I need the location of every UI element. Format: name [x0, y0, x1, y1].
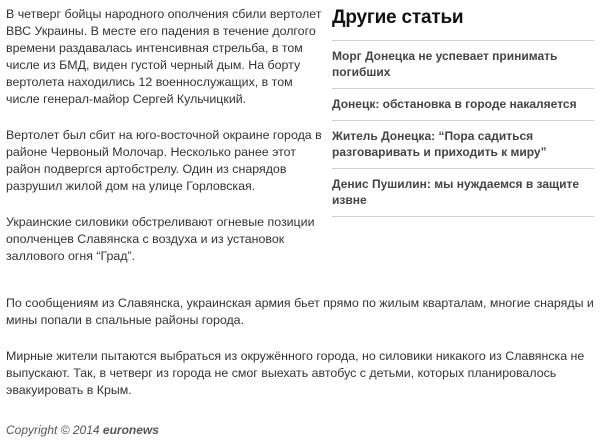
copyright-text: Copyright © 2014 [6, 423, 100, 437]
article-paragraph: Мирные жители пытаются выбраться из окружённого города, но силовики никакого из Славянска не выпускают. Так, в четверг из города не смог выехать автобус с детьми, которых планировалось эвакуировать в Крым. [6, 349, 585, 397]
article-paragraph: По сообщениям из Славянска, украинская армия бьет прямо по жилым кварталам, многие снаряды и мины попали в спальные районы города. [6, 296, 594, 327]
sidebar-title: Другие статьи [332, 7, 464, 28]
copyright-notice [6, 422, 159, 438]
article-paragraph: В четверг бойцы народного ополчения сбили вертолет ВВС Украины. В месте его падения в течение долгого времени раздавалась интенсивная стрельба, в том числе из БМД, виден густой черный дым. На борту вертолета находились 12 военнослужащих, в том числе генерал-майор Сергей Кульчицкий. [6, 7, 322, 106]
related-article-label: Морг Донецка не успевает принимать погибших [332, 49, 558, 79]
article-paragraph: Вертолет был сбит на юго-восточной окраине города в районе Червоный Молочар. Несколько ранее этот район подвергся артобстрелу. Один из снарядов разрушил жилой дом на улице Горловская. [6, 128, 322, 193]
related-article-label: Денис Пушилин: мы нуждаемся в защите извне [332, 177, 580, 207]
related-article-link[interactable] [332, 89, 594, 121]
article-paragraph: Украинские силовики обстреливают огневые позиции ополченцев Славянска с воздуха и из установок заллового огня “Град”. [6, 215, 315, 263]
related-articles-sidebar [332, 6, 594, 217]
related-article-link[interactable] [332, 121, 594, 169]
related-article-label: Житель Донецка: “Пора садиться разговаривать и приходить к миру” [332, 129, 547, 159]
related-article-link[interactable] [332, 41, 594, 89]
related-article-label: Донецк: обстановка в городе накаляется [332, 97, 577, 111]
article-body-top [6, 6, 324, 284]
related-article-link[interactable] [332, 169, 594, 217]
brand-name: euronews [102, 423, 159, 437]
related-articles-list [332, 40, 594, 217]
article-body-bottom [6, 295, 594, 418]
